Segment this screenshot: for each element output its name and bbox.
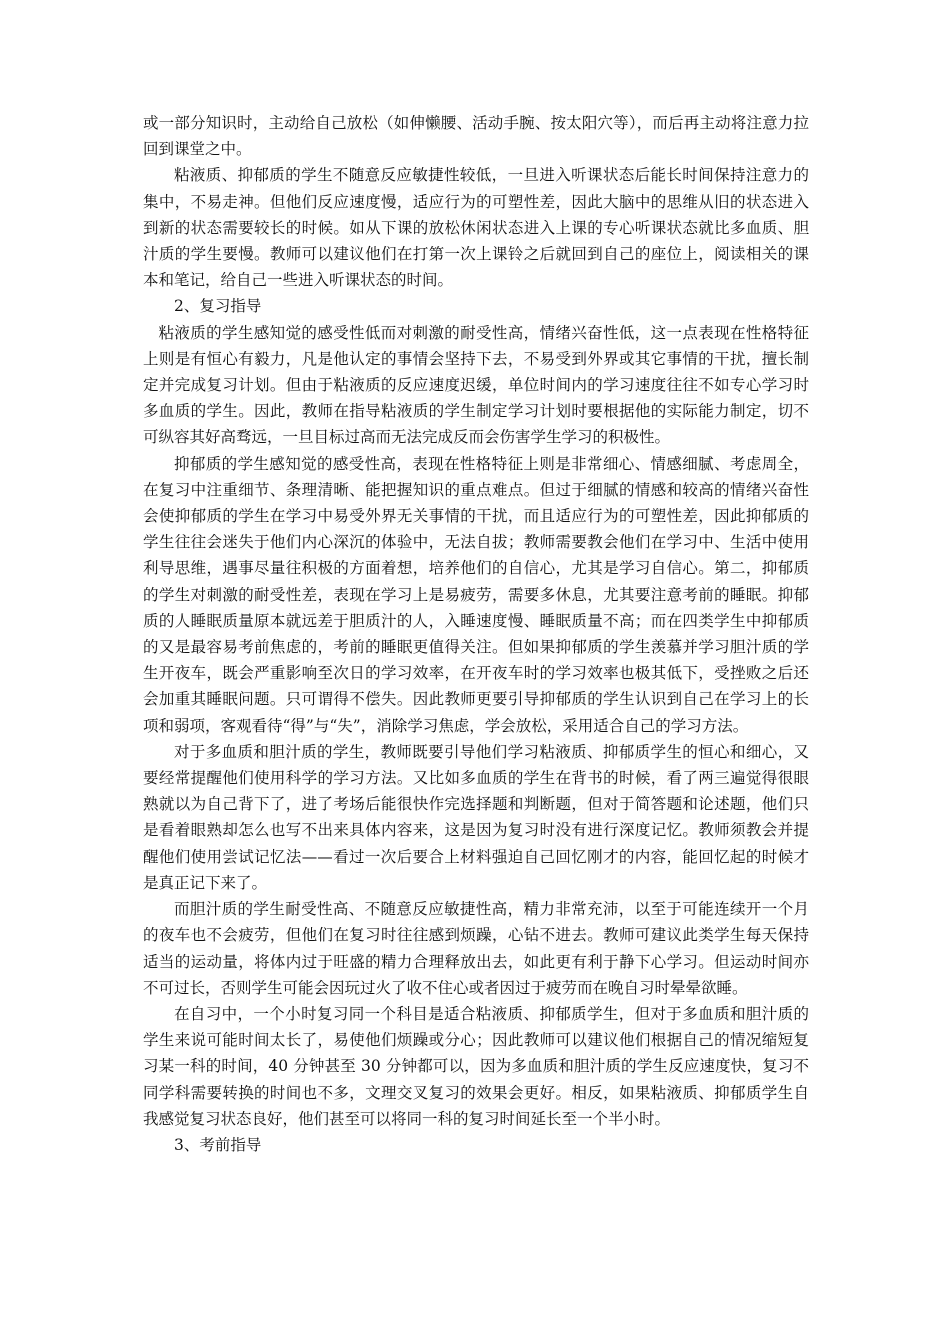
section-heading-exam: 3、考前指导 <box>174 1135 262 1154</box>
paragraph-6: 而胆汁质的学生耐受性高、不随意反应敏捷性高，精力非常充沛，以至于可能连续开一个月的夜车也不会疲劳，但他们在复习时往往感到烦躁，心钻不进去。教师可建议此类学生每天保持适当的运动量，将体内过于旺盛的精力合理释放出去，如此更有利于静下心学习。但运动时间亦不可过长，否则学生可能会因玩过火了收不住心或者因过于疲劳而在晚自习时晕晕欲睡。 <box>143 900 809 997</box>
paragraph-2: 粘液质、抑郁质的学生不随意反应敏捷性较低，一旦进入听课状态后能长时间保持注意力的集中，不易走神。但他们反应速度慢，适应行为的可塑性差，因此大脑中的思维从旧的状态进入到新的状态需要较长的时候。如从下课的放松休闲状态进入上课的专心听课状态就比多血质、胆汁质的学生要慢。教师可以建议他们在打第一次上课铃之后就回到自己的座位上，阅读相关的课本和笔记，给自己一些进入听课状态的时间。 <box>143 166 809 290</box>
paragraph-1: 或一部分知识时，主动给自己放松（如伸懒腰、活动手腕、按太阳穴等），而后再主动将注意力拉回到课堂之中。 <box>143 114 809 159</box>
section-heading-review: 2、复习指导 <box>174 297 262 316</box>
paragraph-3: 粘液质的学生感知觉的感受性低而对刺激的耐受性高，情绪兴奋性低，这一点表现在性格特征上则是有恒心有毅力，凡是他认定的事情会坚持下去，不易受到外界或其它事情的干扰，擅长制定并完成复习计划。但由于粘液质的反应速度迟缓，单位时间内的学习速度往往不如专心学习时多血质的学生。因此，教师在指导粘液质的学生制定学习计划时要根据他的实际能力制定，切不可纵容其好高骛远，一旦目标过高而无法完成反而会伤害学生学习的积极性。 <box>143 323 809 447</box>
paragraph-7: 在自习中，一个小时复习同一个科目是适合粘液质、抑郁质学生，但对于多血质和胆汁质的学生来说可能时间太长了，易使他们烦躁或分心；因此教师可以建议他们根据自己的情况缩短复习某一科的时间，40 分钟甚至 30 分钟都可以，因为多血质和胆汁质的学生反应速度快，复习不同学科需要转换的时间也不多，文理交叉复习的效果会更好。相反，如果粘液质、抑郁质学生自我感觉复习状态良好，他们甚至可以将同一科的复习时间延长至一个半小时。 <box>143 1004 809 1128</box>
document-page <box>143 110 809 1158</box>
paragraph-4: 抑郁质的学生感知觉的感受性高，表现在性格特征上则是非常细心、情感细腻、考虑周全，在复习中注重细节、条理清晰、能把握知识的重点难点。但过于细腻的情感和较高的情绪兴奋性会使抑郁质的学生在学习中易受外界无关事情的干扰，而且适应行为的可塑性差，因此抑郁质的学生往往会迷失于他们内心深沉的体验中，无法自拔；教师需要教会他们在学习中、生活中使用利导思维，遇事尽量往积极的方面着想，培养他们的自信心，尤其是学习自信心。第二，抑郁质的学生对刺激的耐受性差，表现在学习上是易疲劳，需要多休息，尤其要注意考前的睡眠。抑郁质的人睡眠质量原本就远差于胆质汁的人，入睡速度慢、睡眠质量不高；而在四类学生中抑郁质的又是最容易考前焦虑的，考前的睡眠更值得关注。但如果抑郁质的学生羡慕并学习胆汁质的学生开夜车，既会严重影响至次日的学习效率，在开夜车时的学习效率也极其低下，受挫败之后还会加重其睡眠问题。只可谓得不偿失。因此教师更要引导抑郁质的学生认识到自己在学习上的长项和弱项，客观看待“得”与“失”，消除学习焦虑，学会放松，采用适合自己的学习方法。 <box>143 454 809 735</box>
paragraph-5: 对于多血质和胆汁质的学生，教师既要引导他们学习粘液质、抑郁质学生的恒心和细心，又要经常提醒他们使用科学的学习方法。又比如多血质的学生在背书的时候，看了两三遍觉得很眼熟就以为自己背下了，进了考场后能很快作完选择题和判断题，但对于简答题和论述题，他们只是看着眼熟却怎么也写不出来具体内容来，这是因为复习时没有进行深度记忆。教师须教会并提醒他们使用尝试记忆法——看过一次后要合上材料强迫自己回忆刚才的内容，能回忆起的时候才是真正记下来了。 <box>143 742 809 892</box>
